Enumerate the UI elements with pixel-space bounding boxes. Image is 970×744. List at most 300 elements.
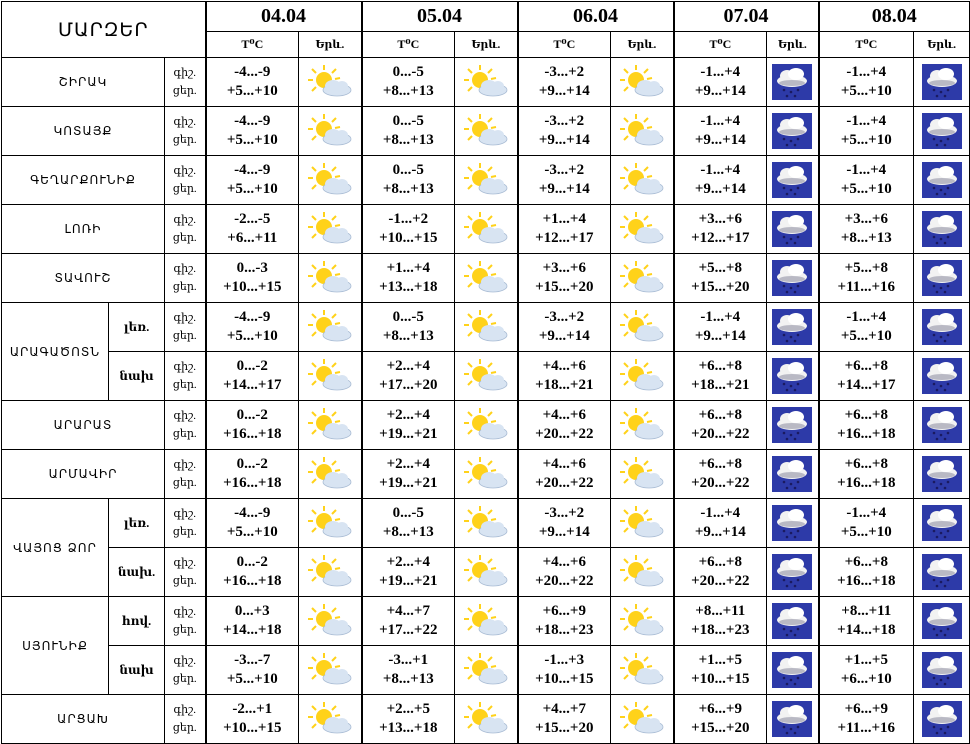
region-row — [2, 401, 970, 450]
day-label: ցեր. — [172, 575, 197, 587]
day-night-labels — [165, 646, 206, 695]
sun-cloud-icon — [619, 407, 665, 443]
day-temp: +5...+10 — [840, 524, 892, 540]
sun-cloud-icon — [307, 652, 353, 688]
night-label: գիշ. — [173, 410, 196, 422]
sun-cloud-icon — [619, 603, 665, 639]
day-temp: +15...+20 — [691, 720, 750, 736]
day-temp: +11...+16 — [837, 279, 896, 295]
weather-icon-cell — [611, 401, 674, 450]
weather-icon-cell — [914, 107, 970, 156]
night-temp: +8...+11 — [695, 603, 746, 619]
day-label: ցեր. — [172, 330, 197, 342]
weather-icon-cell — [611, 548, 674, 597]
sun-cloud-icon — [307, 358, 353, 394]
rain-cloud-icon — [772, 505, 812, 541]
temperature-cell — [206, 107, 299, 156]
night-temp: +4...+6 — [542, 407, 586, 423]
day-temp: +19...+21 — [379, 475, 438, 491]
day-temp: +13...+18 — [379, 720, 438, 736]
night-temp: +4...+6 — [542, 554, 586, 570]
day-temp: +18...+23 — [535, 622, 594, 638]
night-temp: -1...+4 — [700, 64, 741, 80]
temperature-cell — [819, 450, 914, 499]
day-temp: +5...+10 — [840, 328, 892, 344]
weather-icon-cell — [914, 205, 970, 254]
day-temp: +10...+15 — [535, 671, 594, 687]
regions-header: ՄԱՐԶԵՐ — [2, 2, 206, 58]
night-temp: +6...+8 — [844, 358, 888, 374]
rain-cloud-icon — [772, 701, 812, 737]
weather-icon-cell — [767, 107, 819, 156]
day-temp: +5...+10 — [226, 181, 278, 197]
weather-icon-cell — [914, 156, 970, 205]
temperature-cell — [819, 58, 914, 107]
night-temp: 0...-2 — [236, 456, 268, 472]
night-temp: -1...+4 — [700, 505, 741, 521]
night-temp: +6...+8 — [698, 456, 742, 472]
night-temp: +6...+8 — [698, 407, 742, 423]
sun-cloud-icon — [463, 407, 509, 443]
day-temp: +10...+15 — [223, 720, 282, 736]
sun-cloud-icon — [619, 505, 665, 541]
icon-col-header: Երև. — [914, 32, 970, 58]
rain-cloud-icon — [772, 407, 812, 443]
night-temp: -1...+4 — [846, 162, 887, 178]
forecast-body — [2, 58, 970, 744]
weather-icon-cell — [611, 646, 674, 695]
night-temp: -1...+4 — [700, 309, 741, 325]
subregion-name: լեռ. — [109, 303, 165, 352]
night-temp: -4...-9 — [234, 162, 271, 178]
temperature-cell — [518, 450, 611, 499]
date-header: 04.04 — [206, 2, 362, 32]
region-row — [2, 58, 970, 107]
day-temp: +9...+14 — [538, 83, 590, 99]
day-temp: +10...+15 — [379, 230, 438, 246]
night-label: գիշ. — [173, 704, 196, 716]
day-label: ցեր. — [172, 85, 197, 97]
day-temp: +18...+21 — [535, 377, 594, 393]
temperature-cell — [819, 156, 914, 205]
temperature-cell — [518, 107, 611, 156]
temperature-cell — [674, 303, 767, 352]
temperature-cell — [206, 156, 299, 205]
weather-icon-cell — [767, 303, 819, 352]
sun-cloud-icon — [307, 162, 353, 198]
region-row — [2, 107, 970, 156]
night-temp: -3...+2 — [544, 505, 585, 521]
temperature-cell — [674, 401, 767, 450]
icon-col-header: Երև. — [611, 32, 674, 58]
sun-cloud-icon — [463, 505, 509, 541]
day-temp: +16...+18 — [837, 573, 896, 589]
weather-icon-cell — [767, 58, 819, 107]
temperature-cell — [518, 156, 611, 205]
day-temp: +17...+22 — [379, 622, 438, 638]
day-label: ցեր. — [172, 477, 197, 489]
day-temp: +20...+22 — [691, 573, 750, 589]
region-name: ԱՐԱՐԱՏ — [2, 401, 165, 450]
temperature-cell — [518, 548, 611, 597]
day-temp: +20...+22 — [535, 475, 594, 491]
temperature-cell — [518, 597, 611, 646]
day-temp: +15...+20 — [691, 279, 750, 295]
date-header: 05.04 — [362, 2, 518, 32]
day-temp: +8...+13 — [840, 230, 892, 246]
sun-cloud-icon — [463, 64, 509, 100]
weather-icon-cell — [455, 156, 518, 205]
sun-cloud-icon — [619, 64, 665, 100]
sun-cloud-icon — [619, 554, 665, 590]
rain-cloud-icon — [922, 505, 962, 541]
weather-icon-cell — [914, 499, 970, 548]
temp-col-header: T⁰C — [674, 32, 767, 58]
weather-icon-cell — [299, 107, 362, 156]
night-temp: -4...-9 — [234, 64, 271, 80]
temperature-cell — [674, 597, 767, 646]
weather-icon-cell — [611, 156, 674, 205]
day-night-labels — [165, 352, 206, 401]
weather-icon-cell — [299, 401, 362, 450]
subregion-name: նախ. — [109, 548, 165, 597]
night-temp: 0...-5 — [392, 309, 424, 325]
night-label: գիշ. — [173, 459, 196, 471]
night-temp: -1...+4 — [700, 162, 741, 178]
weather-icon-cell — [299, 205, 362, 254]
weather-icon-cell — [455, 499, 518, 548]
temperature-cell — [819, 107, 914, 156]
day-temp: +14...+18 — [837, 622, 896, 638]
night-temp: -3...+2 — [544, 309, 585, 325]
rain-cloud-icon — [772, 309, 812, 345]
day-night-labels — [165, 695, 206, 744]
day-temp: +5...+10 — [840, 83, 892, 99]
weather-icon-cell — [767, 450, 819, 499]
night-temp: +5...+8 — [844, 260, 888, 276]
temperature-cell — [206, 646, 299, 695]
night-temp: -1...+4 — [846, 309, 887, 325]
night-temp: -3...+2 — [544, 162, 585, 178]
day-label: ցեր. — [172, 624, 197, 636]
temperature-cell — [518, 499, 611, 548]
day-night-labels — [165, 254, 206, 303]
weather-icon-cell — [455, 107, 518, 156]
day-temp: +8...+13 — [382, 132, 434, 148]
weather-icon-cell — [611, 450, 674, 499]
day-temp: +5...+10 — [840, 181, 892, 197]
temperature-cell — [819, 303, 914, 352]
day-temp: +19...+21 — [379, 573, 438, 589]
weather-icon-cell — [299, 156, 362, 205]
sun-cloud-icon — [307, 603, 353, 639]
night-temp: +6...+8 — [844, 456, 888, 472]
night-temp: -1...+3 — [544, 652, 585, 668]
weather-icon-cell — [299, 303, 362, 352]
weather-icon-cell — [455, 401, 518, 450]
night-temp: -4...-9 — [234, 505, 271, 521]
night-temp: +2...+4 — [386, 358, 430, 374]
night-temp: 0...-5 — [392, 505, 424, 521]
sun-cloud-icon — [307, 211, 353, 247]
region-name: ԱՐԱԳԱԾՈՏՆ — [2, 303, 109, 401]
night-temp: -1...+4 — [846, 64, 887, 80]
day-temp: +5...+10 — [840, 132, 892, 148]
day-night-labels — [165, 205, 206, 254]
day-temp: +18...+21 — [691, 377, 750, 393]
day-temp: +16...+18 — [223, 573, 282, 589]
temperature-cell — [674, 646, 767, 695]
day-temp: +11...+16 — [837, 720, 896, 736]
sun-cloud-icon — [463, 603, 509, 639]
night-temp: +1...+5 — [698, 652, 742, 668]
weather-icon-cell — [767, 205, 819, 254]
weather-icon-cell — [611, 352, 674, 401]
weather-icon-cell — [611, 58, 674, 107]
temperature-cell — [206, 450, 299, 499]
day-temp: +9...+14 — [538, 181, 590, 197]
weather-icon-cell — [299, 499, 362, 548]
temperature-cell — [819, 401, 914, 450]
night-label: գիշ. — [173, 214, 196, 226]
temperature-cell — [674, 450, 767, 499]
region-name: ԱՐՄԱՎԻՐ — [2, 450, 165, 499]
temperature-cell — [362, 695, 455, 744]
day-temp: +19...+21 — [379, 426, 438, 442]
weather-icon-cell — [914, 254, 970, 303]
day-temp: +8...+13 — [382, 181, 434, 197]
region-name: ԱՐՑԱԽ — [2, 695, 165, 744]
weather-icon-cell — [299, 58, 362, 107]
region-row — [2, 352, 970, 401]
day-night-labels — [165, 156, 206, 205]
night-temp: -3...-7 — [234, 652, 271, 668]
night-temp: -2...-5 — [234, 211, 271, 227]
sun-cloud-icon — [619, 309, 665, 345]
night-temp: -1...+4 — [846, 505, 887, 521]
night-temp: +6...+8 — [698, 554, 742, 570]
temperature-cell — [206, 695, 299, 744]
weather-icon-cell — [767, 156, 819, 205]
temperature-cell — [362, 401, 455, 450]
weather-icon-cell — [299, 548, 362, 597]
night-label: գիշ. — [173, 165, 196, 177]
subregion-name: նախ — [109, 352, 165, 401]
rain-cloud-icon — [922, 407, 962, 443]
rain-cloud-icon — [772, 113, 812, 149]
day-label: ցեր. — [172, 428, 197, 440]
day-label: ցեր. — [172, 379, 197, 391]
night-temp: +2...+5 — [386, 701, 430, 717]
night-temp: +6...+9 — [698, 701, 742, 717]
night-label: գիշ. — [173, 116, 196, 128]
temp-col-header: T⁰C — [518, 32, 611, 58]
night-temp: 0...-2 — [236, 358, 268, 374]
day-temp: +10...+15 — [691, 671, 750, 687]
temp-col-header: T⁰C — [362, 32, 455, 58]
temperature-cell — [518, 646, 611, 695]
sun-cloud-icon — [619, 358, 665, 394]
weather-icon-cell — [767, 597, 819, 646]
forecast-table — [1, 1, 970, 744]
region-name: ԿՈՏԱՅՔ — [2, 107, 165, 156]
temperature-cell — [206, 597, 299, 646]
rain-cloud-icon — [772, 456, 812, 492]
day-temp: +9...+14 — [694, 524, 746, 540]
day-night-labels — [165, 401, 206, 450]
day-temp: +5...+10 — [226, 524, 278, 540]
weather-icon-cell — [914, 695, 970, 744]
region-name: ԳԵՂԱՐՔՈՒՆԻՔ — [2, 156, 165, 205]
region-name: ՍՅՈՒՆԻՔ — [2, 597, 109, 695]
sun-cloud-icon — [463, 260, 509, 296]
weather-icon-cell — [914, 548, 970, 597]
night-temp: -4...-9 — [234, 113, 271, 129]
day-temp: +14...+17 — [837, 377, 896, 393]
night-temp: 0...-5 — [392, 113, 424, 129]
night-temp: -1...+4 — [700, 113, 741, 129]
night-temp: -2...+1 — [232, 701, 273, 717]
weather-icon-cell — [767, 499, 819, 548]
sun-cloud-icon — [307, 309, 353, 345]
rain-cloud-icon — [772, 603, 812, 639]
temperature-cell — [674, 548, 767, 597]
weather-icon-cell — [914, 352, 970, 401]
night-label: գիշ. — [173, 655, 196, 667]
day-temp: +18...+23 — [691, 622, 750, 638]
rain-cloud-icon — [922, 64, 962, 100]
rain-cloud-icon — [772, 162, 812, 198]
night-temp: -3...+1 — [388, 652, 429, 668]
weather-icon-cell — [914, 58, 970, 107]
day-temp: +10...+15 — [223, 279, 282, 295]
day-temp: +9...+14 — [694, 132, 746, 148]
day-temp: +5...+10 — [226, 83, 278, 99]
date-header: 07.04 — [674, 2, 819, 32]
rain-cloud-icon — [772, 260, 812, 296]
temperature-cell — [362, 352, 455, 401]
night-temp: -1...+4 — [846, 113, 887, 129]
temperature-cell — [819, 695, 914, 744]
day-night-labels — [165, 450, 206, 499]
weather-icon-cell — [767, 254, 819, 303]
night-temp: +3...+6 — [542, 260, 586, 276]
night-temp: +6...+8 — [844, 554, 888, 570]
weather-icon-cell — [455, 548, 518, 597]
night-temp: 0...-3 — [236, 260, 268, 276]
temperature-cell — [362, 646, 455, 695]
sun-cloud-icon — [463, 652, 509, 688]
night-temp: -3...+2 — [544, 64, 585, 80]
temperature-cell — [674, 205, 767, 254]
weather-icon-cell — [914, 401, 970, 450]
night-temp: +6...+8 — [844, 407, 888, 423]
night-temp: +2...+4 — [386, 407, 430, 423]
temperature-cell — [518, 303, 611, 352]
day-temp: +20...+22 — [535, 573, 594, 589]
subregion-name: լեռ. — [109, 499, 165, 548]
temperature-cell — [674, 352, 767, 401]
night-temp: +4...+7 — [542, 701, 586, 717]
day-label: ցեր. — [172, 526, 197, 538]
rain-cloud-icon — [922, 652, 962, 688]
temperature-cell — [362, 107, 455, 156]
temperature-cell — [819, 499, 914, 548]
weather-icon-cell — [767, 695, 819, 744]
temperature-cell — [206, 303, 299, 352]
rain-cloud-icon — [922, 603, 962, 639]
day-night-labels — [165, 303, 206, 352]
date-header: 06.04 — [518, 2, 674, 32]
night-temp: 0...-5 — [392, 64, 424, 80]
rain-cloud-icon — [772, 64, 812, 100]
night-temp: +8...+11 — [841, 603, 892, 619]
day-label: ցեր. — [172, 134, 197, 146]
weather-icon-cell — [767, 401, 819, 450]
night-temp: 0...+3 — [234, 603, 270, 619]
sun-cloud-icon — [619, 652, 665, 688]
weather-icon-cell — [299, 254, 362, 303]
day-night-labels — [165, 58, 206, 107]
icon-col-header: Երև. — [767, 32, 819, 58]
temperature-cell — [518, 58, 611, 107]
temperature-cell — [362, 450, 455, 499]
temperature-cell — [518, 401, 611, 450]
temperature-cell — [518, 352, 611, 401]
weather-icon-cell — [299, 352, 362, 401]
temperature-cell — [362, 254, 455, 303]
temperature-cell — [362, 303, 455, 352]
night-temp: -4...-9 — [234, 309, 271, 325]
weather-icon-cell — [299, 646, 362, 695]
weather-icon-cell — [455, 254, 518, 303]
temperature-cell — [362, 156, 455, 205]
icon-col-header: Երև. — [299, 32, 362, 58]
night-temp: +1...+5 — [844, 652, 888, 668]
temperature-cell — [674, 156, 767, 205]
night-label: գիշ. — [173, 67, 196, 79]
day-temp: +9...+14 — [538, 132, 590, 148]
sun-cloud-icon — [463, 211, 509, 247]
night-temp: +4...+7 — [386, 603, 430, 619]
day-temp: +9...+14 — [538, 328, 590, 344]
sun-cloud-icon — [619, 456, 665, 492]
day-label: ցեր. — [172, 673, 197, 685]
night-temp: +3...+6 — [844, 211, 888, 227]
temperature-cell — [206, 58, 299, 107]
rain-cloud-icon — [922, 260, 962, 296]
sun-cloud-icon — [463, 701, 509, 737]
rain-cloud-icon — [922, 162, 962, 198]
weather-icon-cell — [914, 450, 970, 499]
night-label: գիշ. — [173, 361, 196, 373]
day-temp: +8...+13 — [382, 524, 434, 540]
region-row — [2, 548, 970, 597]
weather-icon-cell — [767, 548, 819, 597]
weather-icon-cell — [914, 597, 970, 646]
region-row — [2, 695, 970, 744]
temperature-cell — [819, 597, 914, 646]
weather-icon-cell — [455, 695, 518, 744]
rain-cloud-icon — [922, 309, 962, 345]
weather-icon-cell — [455, 205, 518, 254]
day-temp: +5...+10 — [226, 132, 278, 148]
sun-cloud-icon — [463, 456, 509, 492]
day-temp: +17...+20 — [379, 377, 438, 393]
region-row — [2, 499, 970, 548]
region-row — [2, 303, 970, 352]
night-temp: 0...-2 — [236, 554, 268, 570]
